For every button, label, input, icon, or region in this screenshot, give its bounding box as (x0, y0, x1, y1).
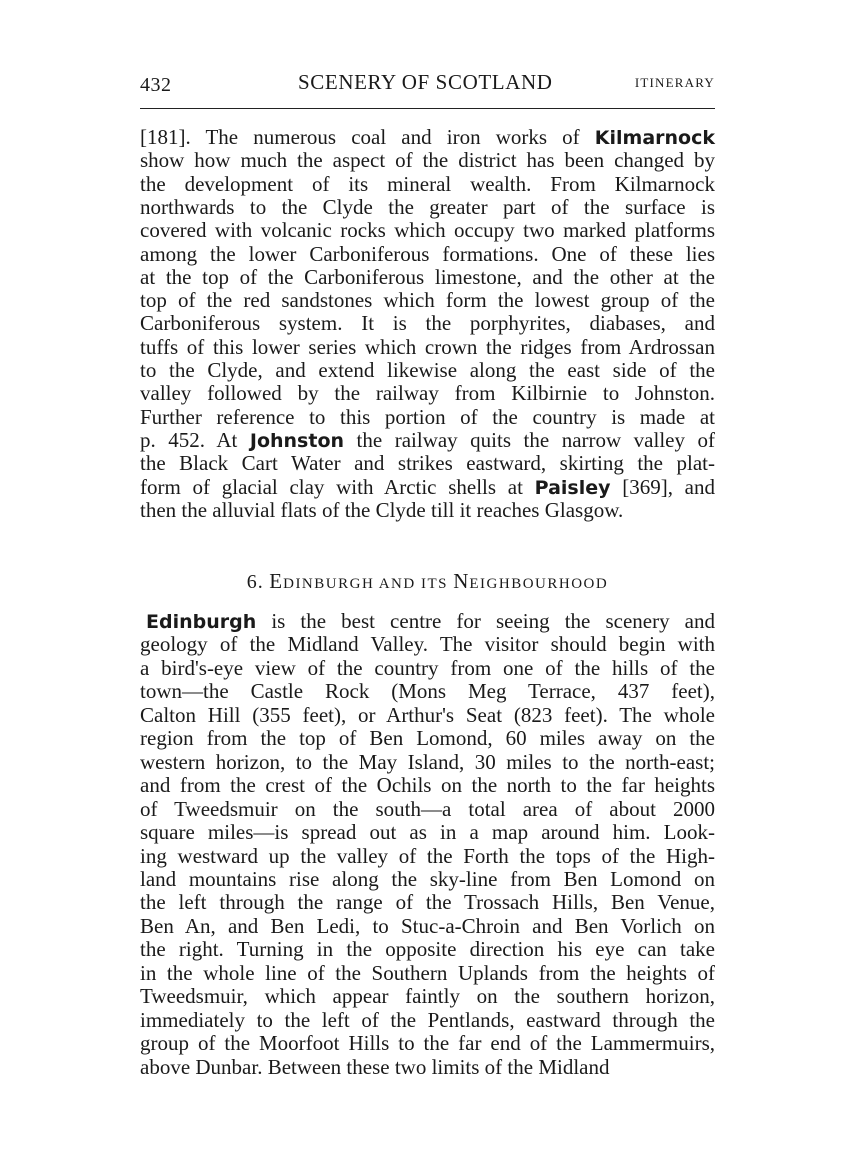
text-run: p. 452. At (140, 427, 250, 452)
text-run: to the Clyde, and extend likewise along the east side of the (140, 358, 715, 382)
text-line (140, 287, 715, 313)
heading-part-2: EIGHBOURHOOD (469, 576, 609, 592)
text-line (140, 913, 715, 939)
text-run: the Black Cart Water and strikes eastward, skirting the plat- (140, 451, 715, 476)
running-title: SCENERY OF SCOTLAND (298, 70, 553, 94)
text-run: Ben An, and Ben Ledi, to Stuc-a-Chroin and Ben Vorlich on (140, 913, 715, 938)
text-run: at the top of the Carboniferous limestone, and the other at the (140, 264, 715, 289)
text-run: immediately to the left of the Pentlands, eastward through the (140, 1007, 715, 1032)
text-run: [369], and (610, 474, 715, 499)
text-line (140, 427, 715, 453)
text-run: the railway quits the narrow valley of (344, 427, 715, 452)
section-heading (140, 568, 715, 597)
text-run: land mountains rise along the sky-line from Ben Lomond on (140, 866, 715, 891)
text-line (140, 241, 715, 267)
text-run: northwards to the Clyde the greater part of the surface is (140, 194, 715, 219)
bold-place-name: Paisley (534, 476, 611, 499)
running-section: ITINERARY (634, 75, 715, 90)
text-run: [181]. The numerous coal and iron works of (140, 125, 595, 149)
text-line (140, 960, 715, 986)
text-run: show how much the aspect of the district has been changed by (140, 148, 715, 173)
text-line (140, 1030, 715, 1056)
text-run: among the lower Carboniferous formations. One of these lies (140, 241, 715, 266)
text-line (140, 147, 715, 173)
text-run: Calton Hill (355 feet), or Arthur's Seat (823 feet). The whole (140, 702, 715, 727)
text-line (140, 357, 715, 383)
text-run: covered with volcanic rocks which occupy two marked platforms (140, 218, 715, 243)
text-run: in the whole line of the Southern Uplands from the heights of (140, 960, 715, 985)
text-run: tuffs of this lower series which crown the ridges from Ardrossan (140, 334, 715, 359)
text-run: above Dunbar. Between these two limits of the Midland (140, 1054, 610, 1079)
text-run: geology of the Midland Valley. The visitor should begin with (140, 632, 715, 657)
text-line (140, 450, 715, 476)
text-line (140, 725, 715, 751)
text-line (140, 749, 715, 775)
text-run: town—the Castle Rock (Mons Meg Terrace, 437 feet), (140, 679, 715, 704)
text-line (140, 843, 715, 869)
text-run: is the best centre for seeing the scenery and (256, 609, 715, 633)
text-line (140, 1007, 715, 1033)
text-run: of Tweedsmuir on the south—a total area of about 2000 (140, 796, 715, 821)
text-line (140, 889, 715, 915)
text-line (140, 631, 715, 657)
heading-part-1: DINBURGH AND ITS (283, 576, 454, 592)
text-run: Tweedsmuir, which appear faintly on the southern horizon, (140, 984, 715, 1009)
bold-place-name: Johnston (249, 429, 345, 452)
text-run: Further reference to this portion of the country is made at (140, 404, 715, 429)
text-line (140, 124, 715, 150)
text-run: western horizon, to the May Island, 30 miles to the north-east; (140, 749, 715, 774)
text-line (140, 702, 715, 728)
text-line (140, 866, 715, 892)
text-line (140, 796, 715, 822)
heading-initial-e: E (269, 569, 284, 593)
text-run: Carboniferous system. It is the porphyrites, diabases, and (140, 311, 715, 336)
heading-initial-n: N (453, 569, 470, 593)
text-line (140, 983, 715, 1009)
text-line (140, 497, 715, 523)
text-line (140, 936, 715, 962)
text-line (140, 264, 715, 290)
page-number: 432 (140, 74, 172, 96)
text-line (140, 310, 715, 336)
text-run: and from the crest of the Ochils on the north to the far heights (140, 773, 715, 798)
text-run: the development of its mineral wealth. From Kilmarnock (140, 171, 715, 196)
text-line (140, 608, 715, 634)
text-run: then the alluvial flats of the Clyde till it reaches Glasgow. (140, 497, 624, 522)
text-line (140, 819, 715, 845)
bold-place-name: Kilmarnock (594, 127, 715, 149)
text-run: the right. Turning in the opposite direction his eye can take (140, 937, 715, 962)
text-run: square miles—is spread out as in a map around him. Look- (140, 820, 715, 845)
text-line (140, 380, 715, 406)
text-line (140, 772, 715, 798)
text-run: group of the Moorfoot Hills to the far end of the Lammermuirs, (140, 1031, 715, 1056)
text-line (140, 678, 715, 704)
text-run: region from the top of Ben Lomond, 60 miles away on the (140, 726, 715, 751)
text-line (140, 655, 715, 681)
text-run: the left through the range of the Trossach Hills, Ben Venue, (140, 890, 715, 915)
text-line (140, 404, 715, 430)
text-line (140, 474, 715, 500)
text-line (140, 217, 715, 243)
text-run: ing westward up the valley of the Forth the tops of the High- (140, 843, 715, 868)
running-head (140, 64, 715, 98)
text-run: a bird's-eye view of the country from one of the hills of the (140, 655, 715, 680)
bold-place-name: Edinburgh (146, 611, 257, 633)
section-number: 6. (246, 571, 264, 593)
text-line (140, 171, 715, 197)
text-run: valley followed by the railway from Kilbirnie to Johnston. (140, 381, 715, 406)
text-line (140, 334, 715, 360)
text-line (140, 194, 715, 220)
text-run: form of glacial clay with Arctic shells at (140, 474, 535, 499)
text-line (140, 1054, 715, 1080)
header-rule (140, 108, 715, 109)
text-run: top of the red sandstones which form the lowest group of the (140, 288, 715, 313)
